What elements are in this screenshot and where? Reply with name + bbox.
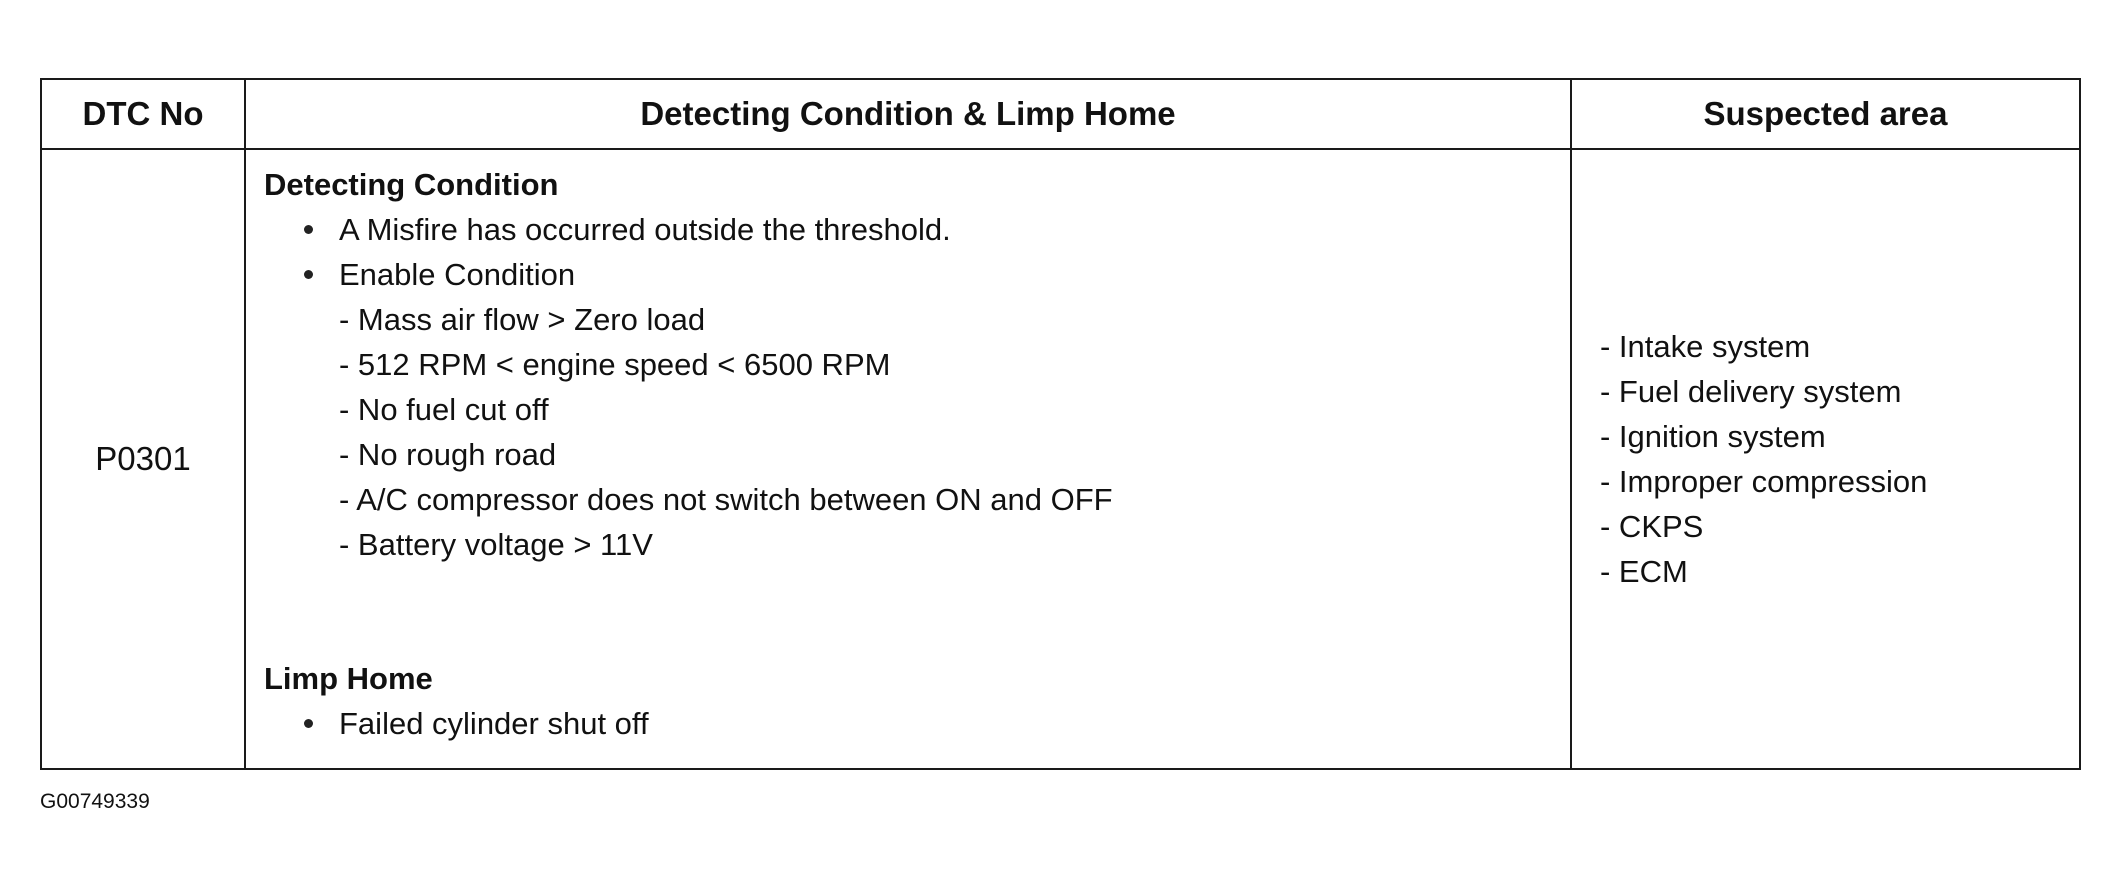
table-header-row <box>41 79 2080 149</box>
bullet-icon <box>304 719 313 728</box>
suspected-area-item: - CKPS <box>1600 509 1704 544</box>
suspected-area-item: - Ignition system <box>1600 419 1826 454</box>
enable-condition-item: - 512 RPM < engine speed < 6500 RPM <box>339 347 891 382</box>
header-suspected-area: Suspected area <box>1571 79 2080 149</box>
list-item <box>264 701 1560 746</box>
table-row <box>41 149 2080 769</box>
enable-condition-item: - No fuel cut off <box>339 392 549 427</box>
suspected-area-item: - ECM <box>1600 554 1688 589</box>
detecting-condition-section <box>264 162 1560 567</box>
dtc-table <box>40 78 2081 770</box>
enable-condition-item: - A/C compressor does not switch between ON and OFF <box>339 482 1113 517</box>
condition-cell <box>245 149 1571 769</box>
suspected-area-cell <box>1571 149 2080 769</box>
suspected-area-item: - Intake system <box>1600 329 1811 364</box>
suspected-area-item: - Fuel delivery system <box>1600 374 1902 409</box>
bullet-icon <box>304 225 313 234</box>
enable-condition-item: - No rough road <box>339 437 557 472</box>
bullet-icon <box>304 270 313 279</box>
limp-home-section <box>264 656 1560 746</box>
enable-condition-item: - Mass air flow > Zero load <box>339 302 706 337</box>
enable-condition-item: - Battery voltage > 11V <box>339 527 653 562</box>
list-item <box>264 207 1560 252</box>
dtc-code-cell: P0301 <box>41 149 245 769</box>
bullet-text: Enable Condition <box>339 257 576 292</box>
figure-id: G00749339 <box>40 790 150 813</box>
detecting-condition-heading: Detecting Condition <box>264 167 559 202</box>
header-detecting-condition: Detecting Condition & Limp Home <box>245 79 1571 149</box>
header-dtc-no: DTC No <box>41 79 245 149</box>
list-item <box>264 252 1560 297</box>
bullet-text: A Misfire has occurred outside the threshold. <box>339 212 951 247</box>
bullet-text: Failed cylinder shut off <box>339 706 649 741</box>
limp-home-heading: Limp Home <box>264 661 433 696</box>
suspected-area-item: - Improper compression <box>1600 464 1928 499</box>
